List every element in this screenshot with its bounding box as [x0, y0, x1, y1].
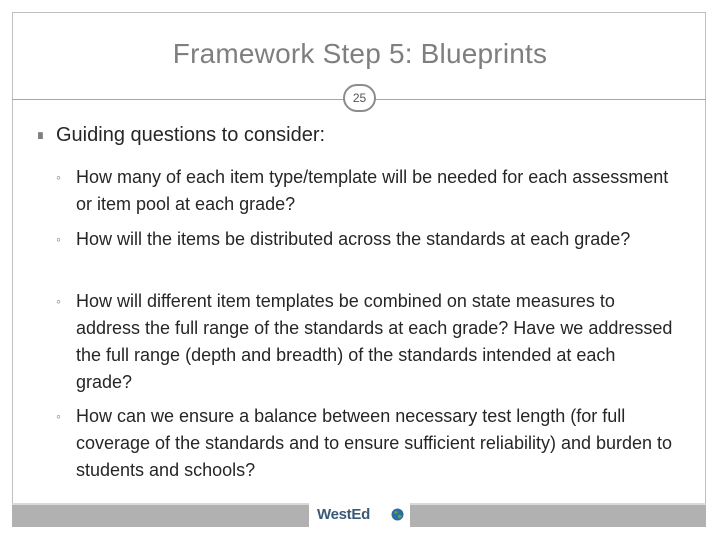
ring-bullet-icon: ◦: [56, 231, 61, 247]
logo-text: WestEd: [317, 506, 370, 523]
wested-logo: [309, 503, 410, 527]
ring-bullet-icon: ◦: [56, 169, 61, 185]
question-text: How will the items be distributed across the standards at each grade?: [76, 229, 631, 249]
question-text: How many of each item type/template will be needed for each assessment or item pool at each grade?: [76, 167, 669, 214]
question-text: How will different item templates be combined on state measures to address the full range of the standards at each grade? Have we addressed the full range (depth and breadth) of the standards intended at each grade?: [76, 291, 673, 392]
ring-bullet-icon: ◦: [56, 408, 61, 424]
list-item: [56, 164, 676, 218]
slide-title: Framework Step 5: Blueprints: [172, 38, 548, 69]
list-item: [56, 288, 676, 396]
ring-bullet-icon: ◦: [56, 293, 61, 309]
square-dot-bullet-icon: ∎: [36, 126, 45, 142]
heading-text: Guiding questions to consider:: [56, 124, 326, 146]
globe-icon: [391, 508, 404, 521]
question-text: How can we ensure a balance between necessary test length (for full coverage of the standards and to ensure sufficient reliability) and burden to students and schools?: [76, 406, 673, 480]
list-item: [56, 403, 676, 484]
page-number-badge: 25: [343, 84, 376, 112]
list-item: [56, 226, 676, 253]
guiding-questions-heading: [36, 124, 325, 147]
